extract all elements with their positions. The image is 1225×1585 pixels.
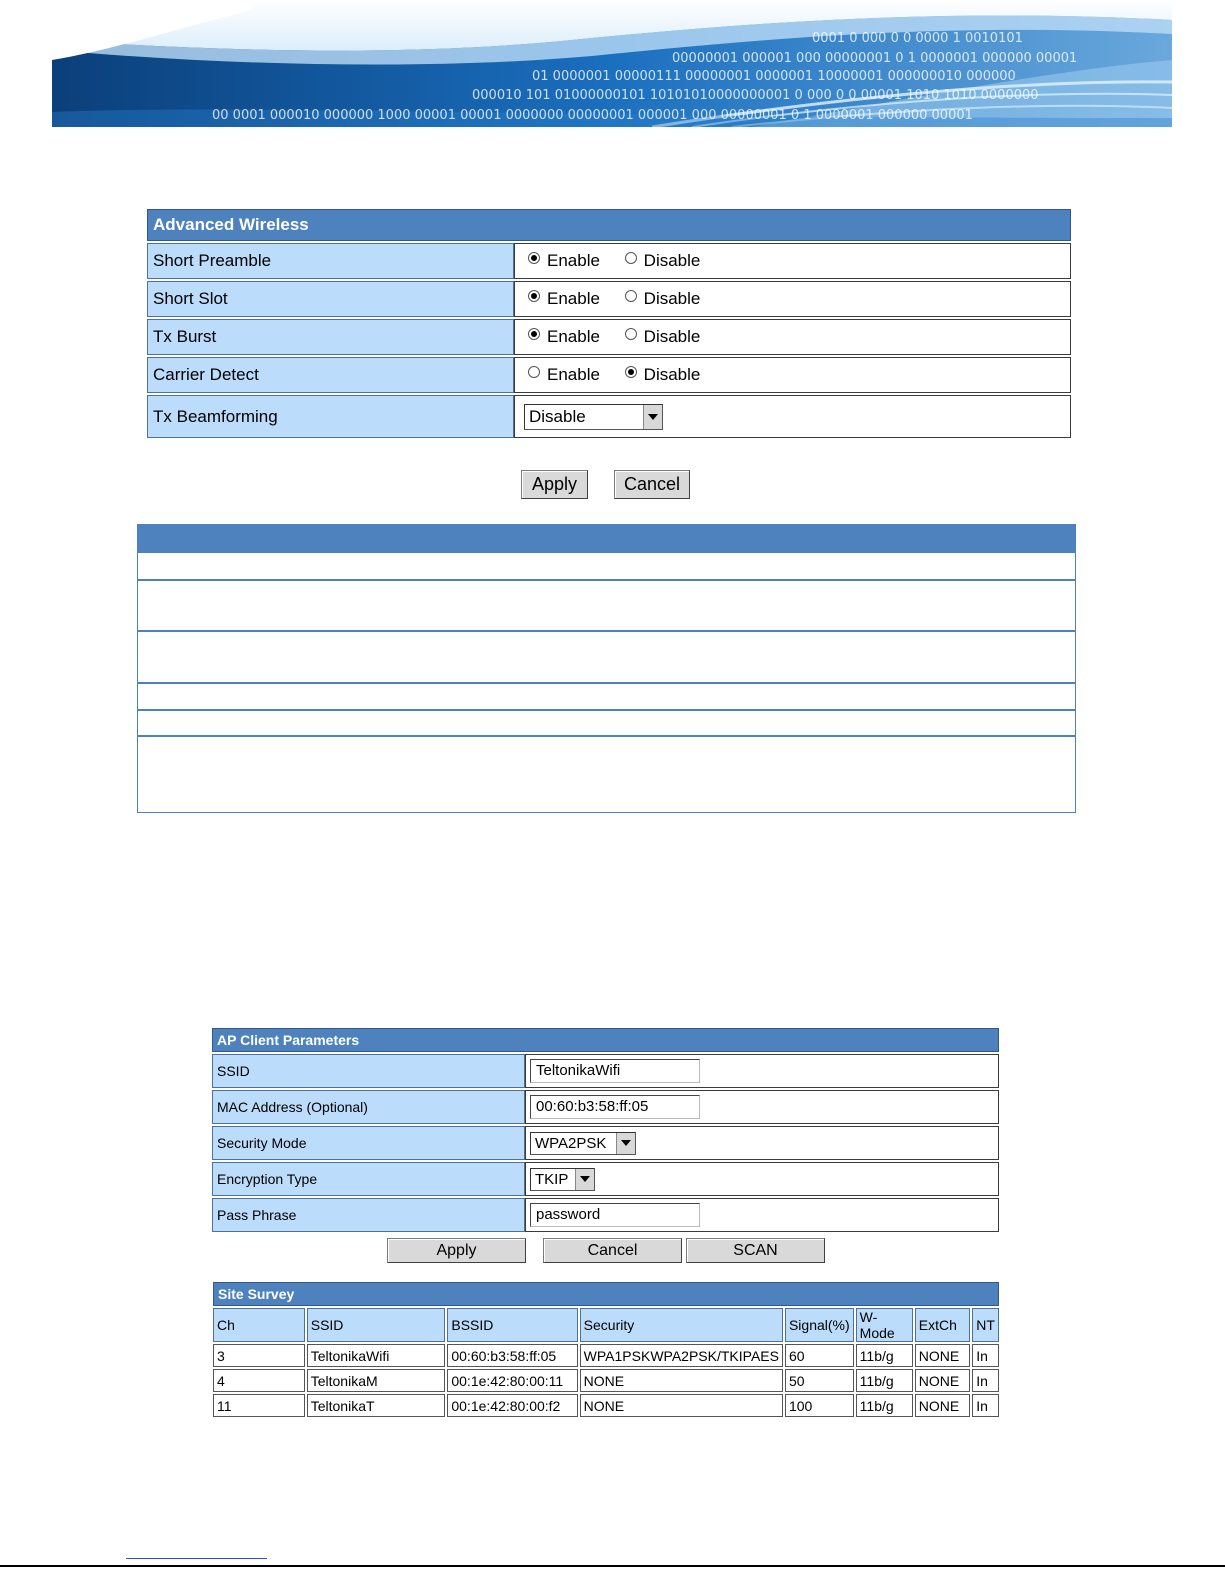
cell-bssid: 00:1e:42:80:00:11 xyxy=(447,1369,577,1392)
security-mode-label: Security Mode xyxy=(212,1126,525,1160)
radio-label: Enable xyxy=(547,250,600,270)
cell-extch: NONE xyxy=(915,1344,971,1367)
help-row xyxy=(138,711,1075,737)
cell-signal: 50 xyxy=(785,1369,854,1392)
column-header-extch: ExtCh xyxy=(915,1308,971,1342)
cell-w-mode: 11b/g xyxy=(856,1394,913,1417)
footer-link-underline xyxy=(126,1558,267,1559)
radio-label: Disable xyxy=(643,326,701,346)
short-slot-label: Short Slot xyxy=(147,281,514,317)
ssid-label: SSID xyxy=(212,1054,525,1088)
ap-client-apply-button[interactable]: Apply xyxy=(387,1238,526,1263)
column-header-bssid: BSSID xyxy=(447,1308,577,1342)
short-slot-enable-radio[interactable] xyxy=(528,289,600,309)
banner-binary-3: 01 0000001 00000111 00000001 0000001 10000001 000000010 000000 xyxy=(532,69,1016,84)
short-preamble-row xyxy=(147,243,1071,279)
cell-security: WPA1PSKWPA2PSK/TKIPAES xyxy=(580,1344,783,1367)
site-survey-title: Site Survey xyxy=(213,1282,999,1306)
cell-ssid: TeltonikaT xyxy=(307,1394,446,1417)
footer-divider xyxy=(0,1565,1225,1567)
chevron-down-icon[interactable] xyxy=(616,1133,635,1154)
ap-client-cancel-button[interactable]: Cancel xyxy=(543,1238,682,1263)
tx-burst-label: Tx Burst xyxy=(147,319,514,355)
column-header-w-mode: W-Mode xyxy=(856,1308,913,1342)
ap-client-title: AP Client Parameters xyxy=(212,1028,999,1052)
header-banner xyxy=(52,0,1172,127)
pass-phrase-row xyxy=(212,1198,999,1232)
tx-beamforming-row xyxy=(147,395,1071,438)
mac-label: MAC Address (Optional) xyxy=(212,1090,525,1124)
cell-security: NONE xyxy=(580,1394,783,1417)
column-header-security: Security xyxy=(580,1308,783,1342)
tx-beamforming-label: Tx Beamforming xyxy=(147,395,514,438)
cell-signal: 60 xyxy=(785,1344,854,1367)
tx-burst-enable-radio[interactable] xyxy=(528,327,600,347)
advanced-wireless-title: Advanced Wireless xyxy=(147,209,1071,241)
security-mode-select[interactable] xyxy=(530,1132,636,1155)
cell-ch: 11 xyxy=(213,1394,305,1417)
help-row xyxy=(138,581,1075,632)
column-header-ssid: SSID xyxy=(307,1308,446,1342)
ssid-row xyxy=(212,1054,999,1088)
cell-ch: 4 xyxy=(213,1369,305,1392)
cell-bssid: 00:1e:42:80:00:f2 xyxy=(447,1394,577,1417)
carrier-detect-enable-radio[interactable] xyxy=(528,365,600,385)
short-preamble-label: Short Preamble xyxy=(147,243,514,279)
column-header-nt: NT xyxy=(972,1308,999,1342)
encryption-row xyxy=(212,1162,999,1196)
cell-bssid: 00:60:b3:58:ff:05 xyxy=(447,1344,577,1367)
encryption-select[interactable] xyxy=(530,1168,595,1191)
cell-ssid: TeltonikaM xyxy=(307,1369,446,1392)
radio-label: Disable xyxy=(643,288,701,308)
cell-extch: NONE xyxy=(915,1394,971,1417)
short-preamble-enable-radio[interactable] xyxy=(528,251,600,271)
select-value: Disable xyxy=(529,406,586,426)
ssid-input[interactable]: TeltonikaWifi xyxy=(530,1059,700,1083)
mac-input[interactable]: 00:60:b3:58:ff:05 xyxy=(530,1095,700,1119)
chevron-down-icon[interactable] xyxy=(575,1169,594,1190)
table-row[interactable] xyxy=(213,1344,999,1367)
select-value: WPA2PSK xyxy=(535,1134,607,1152)
scan-button[interactable]: SCAN xyxy=(686,1238,825,1263)
short-slot-disable-radio[interactable] xyxy=(625,289,701,309)
cell-security: NONE xyxy=(580,1369,783,1392)
help-table xyxy=(137,524,1076,813)
tx-burst-row xyxy=(147,319,1071,355)
short-preamble-disable-radio[interactable] xyxy=(625,251,701,271)
radio-checked-icon xyxy=(528,328,540,340)
column-header-ch: Ch xyxy=(213,1308,305,1342)
cell-ch: 3 xyxy=(213,1344,305,1367)
radio-unchecked-icon xyxy=(625,252,637,264)
advanced-cancel-button[interactable]: Cancel xyxy=(614,470,690,499)
radio-checked-icon xyxy=(625,366,637,378)
carrier-detect-row xyxy=(147,357,1071,393)
advanced-apply-button[interactable]: Apply xyxy=(521,470,588,499)
radio-checked-icon xyxy=(528,252,540,264)
cell-ssid: TeltonikaWifi xyxy=(307,1344,446,1367)
radio-checked-icon xyxy=(528,290,540,302)
help-row xyxy=(138,684,1075,711)
cell-nt: In xyxy=(972,1394,999,1417)
cell-nt: In xyxy=(972,1344,999,1367)
tx-burst-disable-radio[interactable] xyxy=(625,327,701,347)
radio-unchecked-icon xyxy=(528,366,540,378)
site-survey-header-row xyxy=(213,1308,999,1342)
help-table-header xyxy=(138,525,1075,553)
tx-beamforming-select[interactable] xyxy=(524,404,663,430)
mac-row xyxy=(212,1090,999,1124)
ap-client-table xyxy=(212,1026,999,1234)
site-survey-table xyxy=(211,1306,1001,1419)
radio-unchecked-icon xyxy=(625,328,637,340)
help-row xyxy=(138,632,1075,684)
banner-binary-5: 00 0001 000010 000000 1000 00001 00001 0000000 00000001 000001 000 00000001 0 1 0000001 000000 00001 xyxy=(212,108,973,123)
radio-label: Enable xyxy=(547,364,600,384)
short-slot-row xyxy=(147,281,1071,317)
cell-nt: In xyxy=(972,1369,999,1392)
chevron-down-icon[interactable] xyxy=(643,405,662,429)
table-row[interactable] xyxy=(213,1394,999,1417)
radio-label: Enable xyxy=(547,288,600,308)
banner-binary-4: 000010 101 01000000101 10101010000000001 0 000 0 0 00001 1010 1010 0000000 xyxy=(472,88,1039,103)
radio-unchecked-icon xyxy=(625,290,637,302)
pass-phrase-input[interactable]: password xyxy=(530,1203,700,1227)
pass-phrase-label: Pass Phrase xyxy=(212,1198,525,1232)
cell-w-mode: 11b/g xyxy=(856,1369,913,1392)
cell-w-mode: 11b/g xyxy=(856,1344,913,1367)
carrier-detect-disable-radio[interactable] xyxy=(625,365,701,385)
banner-binary-1: 0001 0 000 0 0 0000 1 0010101 xyxy=(812,31,1023,46)
radio-label: Disable xyxy=(643,364,701,384)
column-header-signal: Signal(%) xyxy=(785,1308,854,1342)
banner-binary-2: 00000001 000001 000 00000001 0 1 0000001 000000 00001 xyxy=(672,51,1078,66)
carrier-detect-label: Carrier Detect xyxy=(147,357,514,393)
cell-signal: 100 xyxy=(785,1394,854,1417)
select-value: TKIP xyxy=(535,1170,569,1188)
radio-label: Enable xyxy=(547,326,600,346)
help-row xyxy=(138,553,1075,581)
security-mode-row xyxy=(212,1126,999,1160)
radio-label: Disable xyxy=(643,250,701,270)
advanced-wireless-table xyxy=(147,207,1071,440)
cell-extch: NONE xyxy=(915,1369,971,1392)
table-row[interactable] xyxy=(213,1369,999,1392)
encryption-label: Encryption Type xyxy=(212,1162,525,1196)
